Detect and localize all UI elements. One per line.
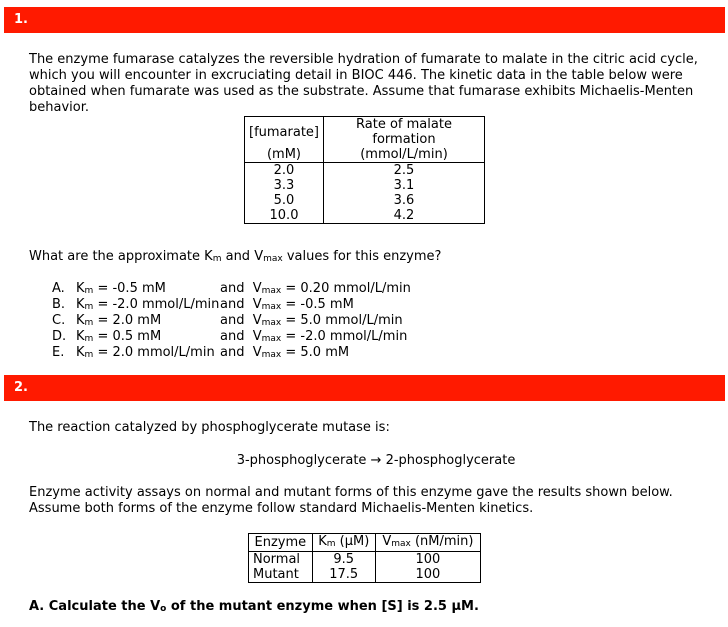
table-row [245,178,485,193]
fumarate-conc: 3.3 [245,178,324,193]
fumarate-conc: 2.0 [245,163,324,179]
enzyme-vmax: 100 [415,567,441,582]
question-2-number: 2. [14,380,28,395]
enzyme-km: 17.5 [312,567,375,583]
question-2-part-a: A. Calculate the $V_o$ of the mutant enzyme when [S] is 2.5 μM. [29,599,479,614]
choice-vmax: and $V_{max} = -2.0$ mmol/L/min [220,329,408,344]
reaction-equation: 3-phosphoglycerate → 2-phosphoglycerate [236,453,516,468]
choice-letter: C. [52,313,66,328]
fumarate-conc: 10.0 [245,208,324,224]
fumarate-conc: 5.0 [245,193,324,208]
question-2-paragraph: Enzyme activity assays on normal and mutant forms of this enzyme gave the results shown below. Assume both forms of the enzyme follow standard Michaelis-Menten kinetics. [29,485,673,516]
enzyme-km: 9.5 [312,552,375,568]
choice-km: $K_m = 2.0$ mM [76,313,162,328]
enzyme-kinetics-table [248,533,481,583]
question-1-header-bar [4,7,725,33]
malate-rate: 3.6 [393,193,415,208]
choice-km: $K_m = 2.0$ mmol/L/min [76,345,215,360]
choice-vmax: and $V_{max} = 5.0$ mM [220,345,350,360]
enzyme-vmax: 100 [415,552,441,567]
question-1-number: 1. [14,12,28,27]
header-km: $K_m$ (μM) [312,534,375,552]
choice-km: $K_m = -0.5$ mM [76,281,166,296]
malate-rate: 2.5 [393,163,415,178]
malate-rate: 3.1 [393,178,415,193]
enzyme-name: Normal [249,552,313,568]
header-rate: Rate of malate formation [356,117,452,147]
table-row [245,163,485,179]
question-1-prompt: What are the approximate $K_m$ and $V_{max}$ values for this enzyme? [29,249,442,264]
choice-letter: A. [52,281,65,296]
header-vmax: $V_{max}$ (nM/min) [375,534,480,552]
table-row [249,552,481,568]
question-2-header-bar [4,375,725,401]
choice-letter: E. [52,345,65,360]
enzyme-name: Mutant [249,567,313,583]
choice-km: $K_m = -2.0$ mmol/L/min [76,297,220,312]
table-row [249,567,481,583]
choice-vmax: and $V_{max} = 0.20$ mmol/L/min [220,281,411,296]
choice-letter: B. [52,297,66,312]
header-fumarate-unit: (mM) [245,147,324,163]
choice-letter: D. [52,329,67,344]
question-1-intro: The enzyme fumarase catalyzes the reversible hydration of fumarate to malate in the citric acid cycle, which you will encounter in excruciating detail in BIOC 446. The kinetic data in the table below were obtained when fumarate was used as the substrate. Assume that fumarase exhibits Michaelis-Menten behavior. [29,52,698,115]
choice-vmax: and $V_{max} = -0.5$ mM [220,297,354,312]
choice-km: $K_m = 0.5$ mM [76,329,162,344]
question-2-intro: The reaction catalyzed by phosphoglycerate mutase is: [29,420,390,435]
choice-vmax: and $V_{max} = 5.0$ mmol/L/min [220,313,403,328]
header-fumarate: [fumarate] [245,117,324,148]
table-row [245,193,485,208]
malate-rate: 4.2 [393,208,415,223]
fumarase-data-table [244,116,485,224]
header-rate-unit: (mmol/L/min) [324,147,485,163]
header-enzyme: Enzyme [249,534,313,552]
table-row [245,208,485,224]
